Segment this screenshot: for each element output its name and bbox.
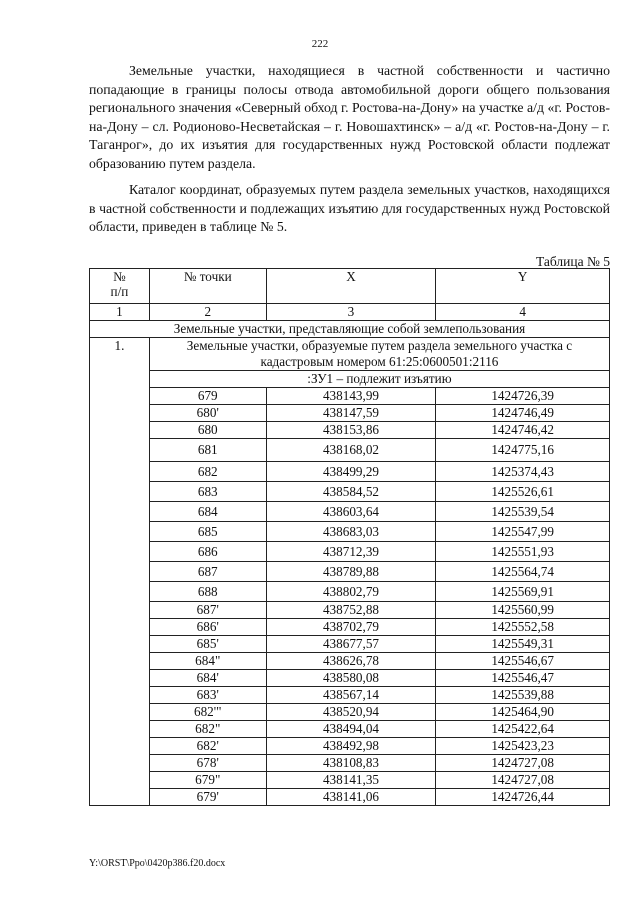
cell-x: 438626,78 [266,653,436,670]
table-row [90,755,610,772]
cell-y: 1425539,88 [436,687,610,704]
table-row [90,582,610,602]
table-row [90,602,610,619]
header-y: Y [436,269,610,304]
cell-y: 1425547,99 [436,522,610,542]
cell-x: 438567,14 [266,687,436,704]
cell-x: 438702,79 [266,619,436,636]
cell-y: 1425539,54 [436,502,610,522]
cell-x: 438580,08 [266,670,436,687]
cell-y: 1425546,67 [436,653,610,670]
cell-point: 684 [149,502,266,522]
parcel-tag: :ЗУ1 – подлежит изъятию [149,371,609,388]
cell-point: 685 [149,522,266,542]
cell-x: 438499,29 [266,462,436,482]
cell-point: 679 [149,388,266,405]
cell-point: 680' [149,405,266,422]
cell-point: 683 [149,482,266,502]
cell-y: 1424775,16 [436,439,610,462]
paragraph-2 [89,181,610,237]
column-number: 2 [149,304,266,321]
cell-y: 1425526,61 [436,482,610,502]
cell-y: 1424726,39 [436,388,610,405]
column-number: 1 [90,304,150,321]
paragraph-text: Каталог координат, образуемых путем раздела земельных участков, находящихся в частной собственности и подлежащих изъятию для государственных нужд Ростовской области, приведен в таблице № 5. [89,182,610,234]
cell-x: 438168,02 [266,439,436,462]
cell-x: 438584,52 [266,482,436,502]
table-caption: Таблица № 5 [536,254,610,269]
table-row [90,562,610,582]
cell-point: 685' [149,636,266,653]
column-number: 4 [436,304,610,321]
paragraph-1 [89,62,610,173]
page-number: 222 [311,38,329,50]
cell-y: 1425551,93 [436,542,610,562]
cell-x: 438492,98 [266,738,436,755]
cell-point: 683' [149,687,266,704]
cell-x: 438677,57 [266,636,436,653]
table-row [90,789,610,806]
table-row [90,772,610,789]
paragraph-text: Земельные участки, находящиеся в частной собственности и частично попадающие в границы полосы отвода автомобильной дороги общего пользования регионального значения «Северный обход г. Ростова-на-Дону» на участке а/д «г. Ростов-на-Дону – сл. Родионово-Несветайская – г. Новошахтинск» – а/д «г. Ростов-на-Дону – г. Таганрог», до их изъятия для государственных нужд Ростовской области подлежат образованию путем раздела. [89,63,610,171]
cell-point: 684" [149,653,266,670]
cell-point: 682'" [149,704,266,721]
cell-x: 438752,88 [266,602,436,619]
section-title: Земельные участки, представляющие собой землепользования [90,321,610,338]
cell-point: 680 [149,422,266,439]
table-row [90,670,610,687]
item-title: Земельные участки, образуемые путем раздела земельного участка с кадастровым номером 61:25:0600501:2116 [149,338,609,371]
cell-point: 679" [149,772,266,789]
file-path-footer: Y:\ORST\Ppo\0420p386.f20.docx [89,858,226,869]
cell-point: 682" [149,721,266,738]
cell-x: 438520,94 [266,704,436,721]
cell-point: 686 [149,542,266,562]
cell-y: 1425546,47 [436,670,610,687]
cell-y: 1425422,64 [436,721,610,738]
table-row [90,405,610,422]
table-row [90,619,610,636]
cell-point: 679' [149,789,266,806]
table-row [90,653,610,670]
cell-y: 1425564,74 [436,562,610,582]
cell-y: 1425552,58 [436,619,610,636]
cell-point: 688 [149,582,266,602]
table-row [90,522,610,542]
cell-y: 1425423,23 [436,738,610,755]
cell-x: 438141,06 [266,789,436,806]
table-row [90,704,610,721]
header-point: № точки [149,269,266,304]
cell-x: 438802,79 [266,582,436,602]
cell-y: 1425374,43 [436,462,610,482]
cell-x: 438603,64 [266,502,436,522]
cell-point: 678' [149,755,266,772]
table-row [90,422,610,439]
cell-x: 438147,59 [266,405,436,422]
cell-point: 687' [149,602,266,619]
cell-y: 1425560,99 [436,602,610,619]
cell-point: 681 [149,439,266,462]
table-row [90,462,610,482]
cell-y: 1424727,08 [436,772,610,789]
table-row [90,687,610,704]
cell-y: 1425464,90 [436,704,610,721]
table-row [90,388,610,405]
cell-point: 684' [149,670,266,687]
table-row [90,721,610,738]
cell-x: 438712,39 [266,542,436,562]
cell-y: 1424726,44 [436,789,610,806]
cell-y: 1425569,91 [436,582,610,602]
table-row [90,482,610,502]
cell-x: 438494,04 [266,721,436,738]
header-x: X [266,269,436,304]
cell-x: 438683,03 [266,522,436,542]
item-number: 1. [90,338,150,806]
cell-point: 687 [149,562,266,582]
cell-point: 686' [149,619,266,636]
cell-x: 438789,88 [266,562,436,582]
cell-y: 1424746,49 [436,405,610,422]
table-row [90,542,610,562]
cell-x: 438153,86 [266,422,436,439]
table-row [90,439,610,462]
cell-x: 438143,99 [266,388,436,405]
cell-x: 438108,83 [266,755,436,772]
table-row [90,502,610,522]
cell-point: 682' [149,738,266,755]
table-row [90,636,610,653]
cell-y: 1424746,42 [436,422,610,439]
column-number: 3 [266,304,436,321]
cell-y: 1424727,08 [436,755,610,772]
cell-y: 1425549,31 [436,636,610,653]
cell-x: 438141,35 [266,772,436,789]
table-row [90,738,610,755]
header-num: № п/п [90,269,150,304]
coordinates-table [89,268,610,806]
cell-point: 682 [149,462,266,482]
